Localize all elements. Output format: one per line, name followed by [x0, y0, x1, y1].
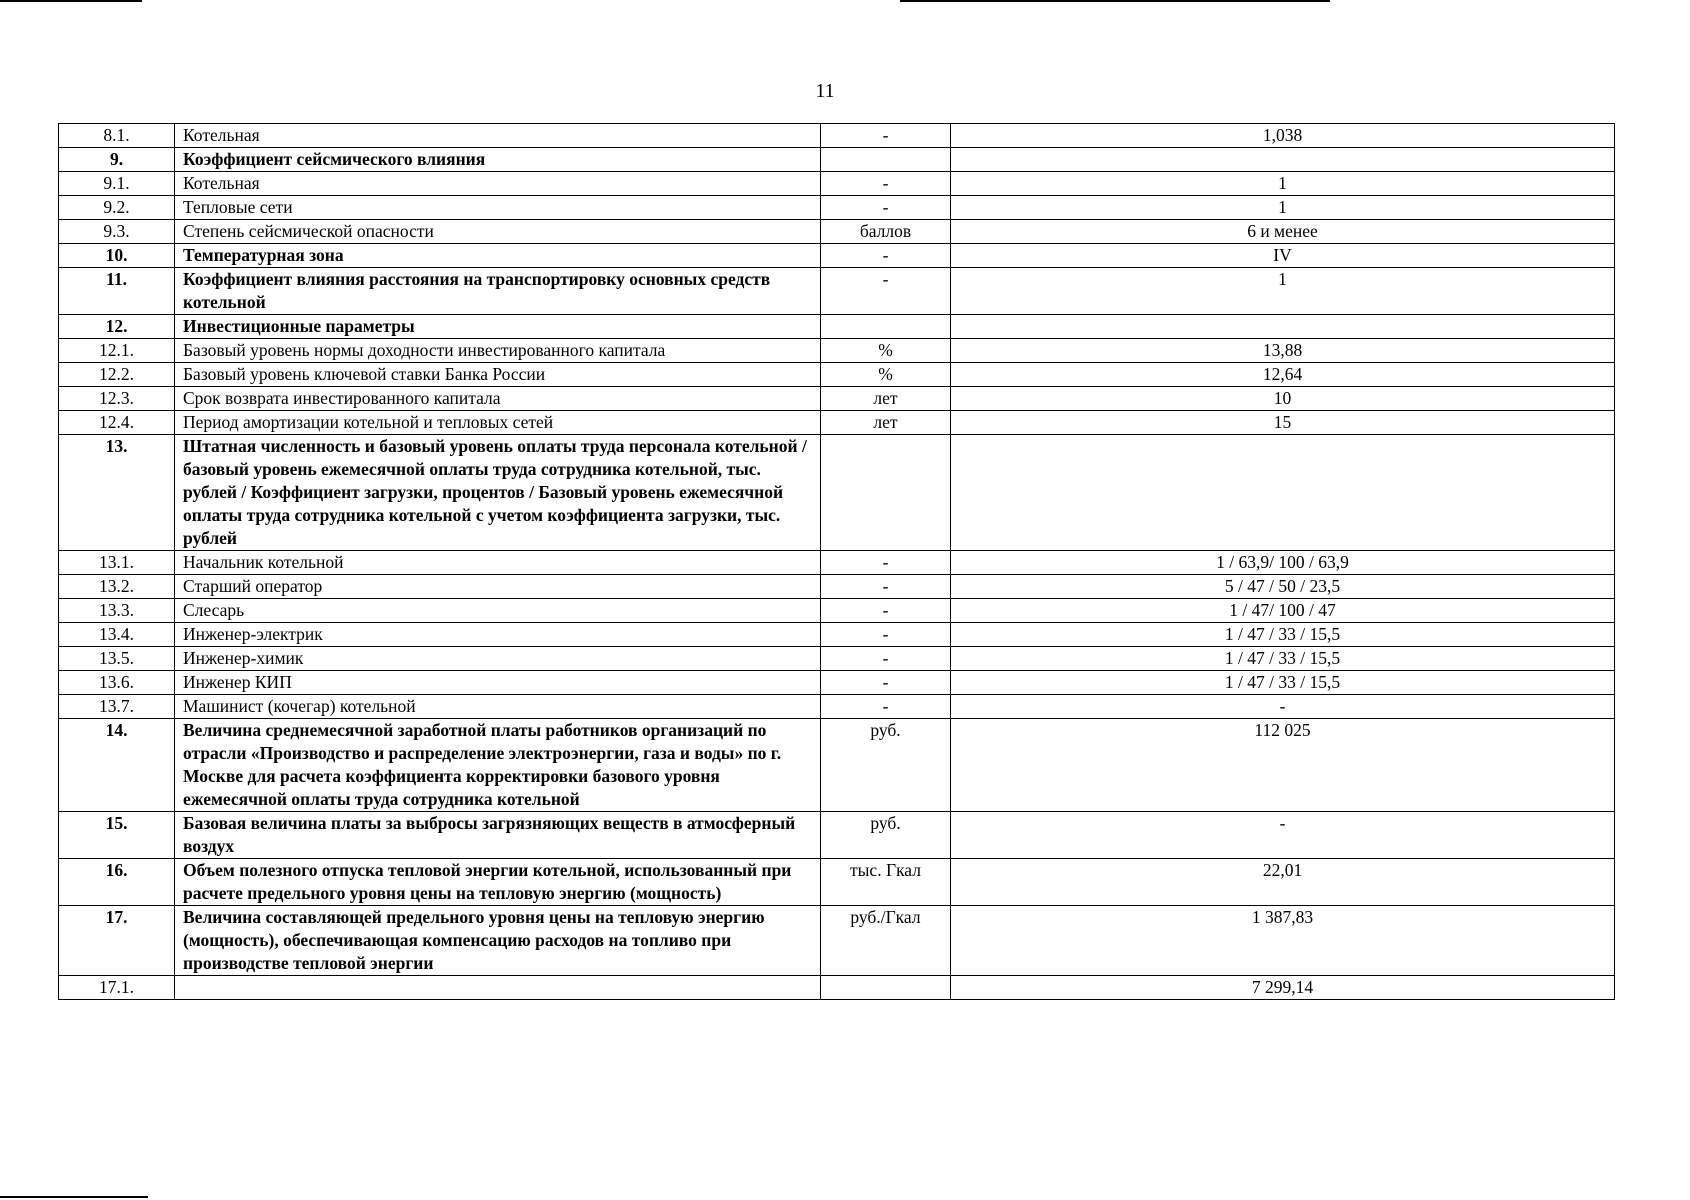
value-cell: 22,01 — [951, 859, 1615, 906]
row-number-cell: 12.4. — [59, 411, 175, 435]
table-row — [59, 719, 1615, 812]
table-row — [59, 435, 1615, 551]
table-row — [59, 623, 1615, 647]
table-row — [59, 411, 1615, 435]
parameter-name-cell: Штатная численность и базовый уровень оплаты труда персонала котельной / базовый уровень ежемесячной оплаты труда сотрудника котельной, тыс. рублей / Коэффициент загрузки, процентов / Базовый уровень ежемесячной оплаты труда сотрудника котельной с учетом коэффициента загрузки, тыс. рублей — [175, 435, 821, 551]
value-cell: 1 / 47 / 33 / 15,5 — [951, 671, 1615, 695]
table-row — [59, 339, 1615, 363]
row-number-cell: 9. — [59, 148, 175, 172]
value-cell — [951, 435, 1615, 551]
table-row — [59, 575, 1615, 599]
parameter-name-cell: Котельная — [175, 172, 821, 196]
parameter-name-cell: Величина среднемесячной заработной платы работников организаций по отрасли «Производство и распределение электроэнергии, газа и воды» по г. Москве для расчета коэффициента корректировки базового уровня ежемесячной оплаты труда сотрудника котельной — [175, 719, 821, 812]
parameter-name-cell: Степень сейсмической опасности — [175, 220, 821, 244]
table-row — [59, 220, 1615, 244]
parameter-name-cell: Базовый уровень нормы доходности инвестированного капитала — [175, 339, 821, 363]
row-number-cell: 16. — [59, 859, 175, 906]
value-cell: 1 / 63,9/ 100 / 63,9 — [951, 551, 1615, 575]
scan-edge-line-top-left — [0, 0, 142, 2]
unit-cell: - — [821, 575, 951, 599]
unit-cell: лет — [821, 387, 951, 411]
table-row — [59, 812, 1615, 859]
parameter-name-cell: Базовая величина платы за выбросы загрязняющих веществ в атмосферный воздух — [175, 812, 821, 859]
value-cell: 1 387,83 — [951, 906, 1615, 976]
row-number-cell: 8.1. — [59, 124, 175, 148]
unit-cell: лет — [821, 411, 951, 435]
row-number-cell: 13. — [59, 435, 175, 551]
value-cell: 1,038 — [951, 124, 1615, 148]
row-number-cell: 9.2. — [59, 196, 175, 220]
table-row — [59, 976, 1615, 1000]
scan-edge-line-top-right — [900, 0, 1330, 2]
row-number-cell: 12.1. — [59, 339, 175, 363]
row-number-cell: 14. — [59, 719, 175, 812]
unit-cell: руб./Гкал — [821, 906, 951, 976]
row-number-cell: 12.2. — [59, 363, 175, 387]
unit-cell — [821, 435, 951, 551]
parameters-table — [58, 123, 1615, 1000]
unit-cell: % — [821, 339, 951, 363]
table-row — [59, 671, 1615, 695]
value-cell: - — [951, 812, 1615, 859]
parameter-name-cell: Температурная зона — [175, 244, 821, 268]
value-cell: 1 — [951, 196, 1615, 220]
parameter-name-cell: Коэффициент влияния расстояния на транспортировку основных средств котельной — [175, 268, 821, 315]
scan-edge-line-bottom-left — [0, 1196, 148, 1198]
unit-cell: - — [821, 671, 951, 695]
row-number-cell: 13.2. — [59, 575, 175, 599]
unit-cell: тыс. Гкал — [821, 859, 951, 906]
value-cell: 12,64 — [951, 363, 1615, 387]
table-row — [59, 859, 1615, 906]
unit-cell: руб. — [821, 812, 951, 859]
unit-cell — [821, 148, 951, 172]
value-cell — [951, 315, 1615, 339]
value-cell: 7 299,14 — [951, 976, 1615, 1000]
table-row — [59, 363, 1615, 387]
table-body — [59, 124, 1615, 1000]
row-number-cell: 15. — [59, 812, 175, 859]
value-cell: 1 — [951, 268, 1615, 315]
value-cell: 6 и менее — [951, 220, 1615, 244]
row-number-cell: 10. — [59, 244, 175, 268]
table-row — [59, 551, 1615, 575]
unit-cell: - — [821, 551, 951, 575]
parameter-name-cell: Срок возврата инвестированного капитала — [175, 387, 821, 411]
unit-cell: - — [821, 623, 951, 647]
value-cell: - — [951, 695, 1615, 719]
table-row — [59, 695, 1615, 719]
unit-cell: - — [821, 172, 951, 196]
table-row — [59, 124, 1615, 148]
row-number-cell: 13.5. — [59, 647, 175, 671]
parameter-name-cell: Инженер-химик — [175, 647, 821, 671]
value-cell: 112 025 — [951, 719, 1615, 812]
table-row — [59, 647, 1615, 671]
table-row — [59, 196, 1615, 220]
value-cell: 1 / 47 / 33 / 15,5 — [951, 623, 1615, 647]
table-row — [59, 906, 1615, 976]
parameter-name-cell: Котельная — [175, 124, 821, 148]
parameter-name-cell: Объем полезного отпуска тепловой энергии котельной, использованный при расчете предельного уровня цены на тепловую энергию (мощность) — [175, 859, 821, 906]
unit-cell: - — [821, 647, 951, 671]
value-cell: 1 / 47 / 33 / 15,5 — [951, 647, 1615, 671]
unit-cell: - — [821, 244, 951, 268]
row-number-cell: 17. — [59, 906, 175, 976]
unit-cell: - — [821, 124, 951, 148]
table-row — [59, 599, 1615, 623]
value-cell: 1 — [951, 172, 1615, 196]
table-row — [59, 172, 1615, 196]
parameter-name-cell: Коэффициент сейсмического влияния — [175, 148, 821, 172]
table-row — [59, 315, 1615, 339]
unit-cell — [821, 315, 951, 339]
value-cell: 1 / 47/ 100 / 47 — [951, 599, 1615, 623]
page-number: 11 — [815, 80, 835, 102]
parameter-name-cell — [175, 976, 821, 1000]
row-number-cell: 12.3. — [59, 387, 175, 411]
parameter-name-cell: Инженер-электрик — [175, 623, 821, 647]
parameter-name-cell: Базовый уровень ключевой ставки Банка России — [175, 363, 821, 387]
parameter-name-cell: Инженер КИП — [175, 671, 821, 695]
parameter-name-cell: Инвестиционные параметры — [175, 315, 821, 339]
row-number-cell: 11. — [59, 268, 175, 315]
parameter-name-cell: Слесарь — [175, 599, 821, 623]
table-row — [59, 244, 1615, 268]
parameter-name-cell: Период амортизации котельной и тепловых сетей — [175, 411, 821, 435]
parameter-name-cell: Начальник котельной — [175, 551, 821, 575]
unit-cell: - — [821, 599, 951, 623]
table-row — [59, 387, 1615, 411]
row-number-cell: 9.3. — [59, 220, 175, 244]
unit-cell — [821, 976, 951, 1000]
unit-cell: - — [821, 695, 951, 719]
row-number-cell: 13.1. — [59, 551, 175, 575]
unit-cell: - — [821, 196, 951, 220]
value-cell: 15 — [951, 411, 1615, 435]
unit-cell: % — [821, 363, 951, 387]
value-cell: IV — [951, 244, 1615, 268]
unit-cell: баллов — [821, 220, 951, 244]
value-cell: 5 / 47 / 50 / 23,5 — [951, 575, 1615, 599]
unit-cell: - — [821, 268, 951, 315]
parameter-name-cell: Машинист (кочегар) котельной — [175, 695, 821, 719]
row-number-cell: 13.7. — [59, 695, 175, 719]
row-number-cell: 17.1. — [59, 976, 175, 1000]
table-row — [59, 268, 1615, 315]
value-cell: 13,88 — [951, 339, 1615, 363]
parameter-name-cell: Старший оператор — [175, 575, 821, 599]
row-number-cell: 9.1. — [59, 172, 175, 196]
value-cell — [951, 148, 1615, 172]
value-cell: 10 — [951, 387, 1615, 411]
row-number-cell: 13.3. — [59, 599, 175, 623]
row-number-cell: 13.6. — [59, 671, 175, 695]
row-number-cell: 12. — [59, 315, 175, 339]
table-row — [59, 148, 1615, 172]
parameter-name-cell: Тепловые сети — [175, 196, 821, 220]
row-number-cell: 13.4. — [59, 623, 175, 647]
parameter-name-cell: Величина составляющей предельного уровня цены на тепловую энергию (мощность), обеспечивающая компенсацию расходов на топливо при производстве тепловой энергии — [175, 906, 821, 976]
unit-cell: руб. — [821, 719, 951, 812]
